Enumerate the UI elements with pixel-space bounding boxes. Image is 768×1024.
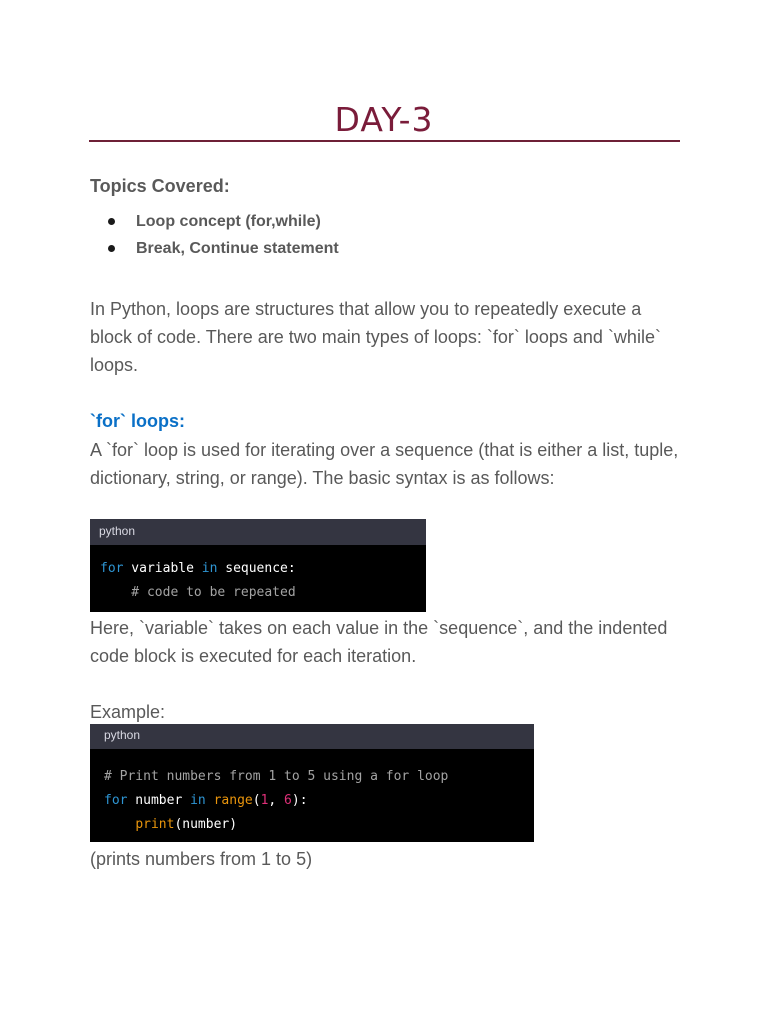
code-comment: # Print numbers from 1 to 5 using a for loop: [104, 769, 449, 784]
topic-label: Break, Continue statement: [136, 240, 339, 257]
syntax-explanation: Here, `variable` takes on each value in the `sequence`, and the indented code block is executed for each iteration.: [90, 618, 668, 666]
code-function: print: [135, 817, 175, 832]
title-divider: [89, 140, 680, 142]
code-language-label: python: [90, 724, 534, 749]
topics-list: [108, 208, 339, 262]
code-number: 6: [284, 793, 292, 808]
code-text: ,: [268, 793, 285, 808]
code-body: [90, 545, 426, 605]
code-function: range: [213, 793, 253, 808]
code-text: [206, 793, 214, 808]
code-text: (: [252, 793, 261, 808]
code-text: ):: [291, 793, 308, 808]
code-text: sequence:: [217, 561, 296, 576]
for-loops-description: A `for` loop is used for iterating over a sequence (that is either a list, tuple, dictionary, string, or range). The basic syntax is as follows:: [90, 440, 679, 488]
code-comment: # code to be repeated: [100, 585, 296, 600]
syntax-code-block: [90, 519, 426, 612]
example-output-note: (prints numbers from 1 to 5): [90, 849, 313, 869]
code-text: number: [127, 793, 191, 808]
code-text: [104, 817, 135, 832]
code-language-label: python: [90, 519, 426, 545]
example-label: Example:: [90, 702, 166, 722]
topic-label: Loop concept (for,while): [136, 213, 321, 230]
list-item: [108, 235, 339, 262]
bullet-icon: [108, 218, 115, 225]
code-text: (number): [174, 817, 238, 832]
intro-paragraph: In Python, loops are structures that allow you to repeatedly execute a block of code. There are two main types of loops: `for` loops and `while` loops.: [90, 299, 661, 375]
example-code-block: [90, 724, 534, 842]
code-keyword: in: [190, 793, 206, 808]
topics-heading: Topics Covered:: [90, 176, 230, 196]
bullet-icon: [108, 245, 115, 252]
code-text: variable: [123, 561, 202, 576]
code-body: [90, 749, 534, 837]
for-loops-heading: `for` loops:: [90, 411, 185, 431]
code-keyword: for: [100, 561, 124, 576]
code-keyword: for: [104, 793, 128, 808]
list-item: [108, 208, 339, 235]
code-keyword: in: [201, 561, 218, 576]
page-title: DAY-3: [334, 100, 434, 140]
code-number: 1: [260, 793, 269, 808]
